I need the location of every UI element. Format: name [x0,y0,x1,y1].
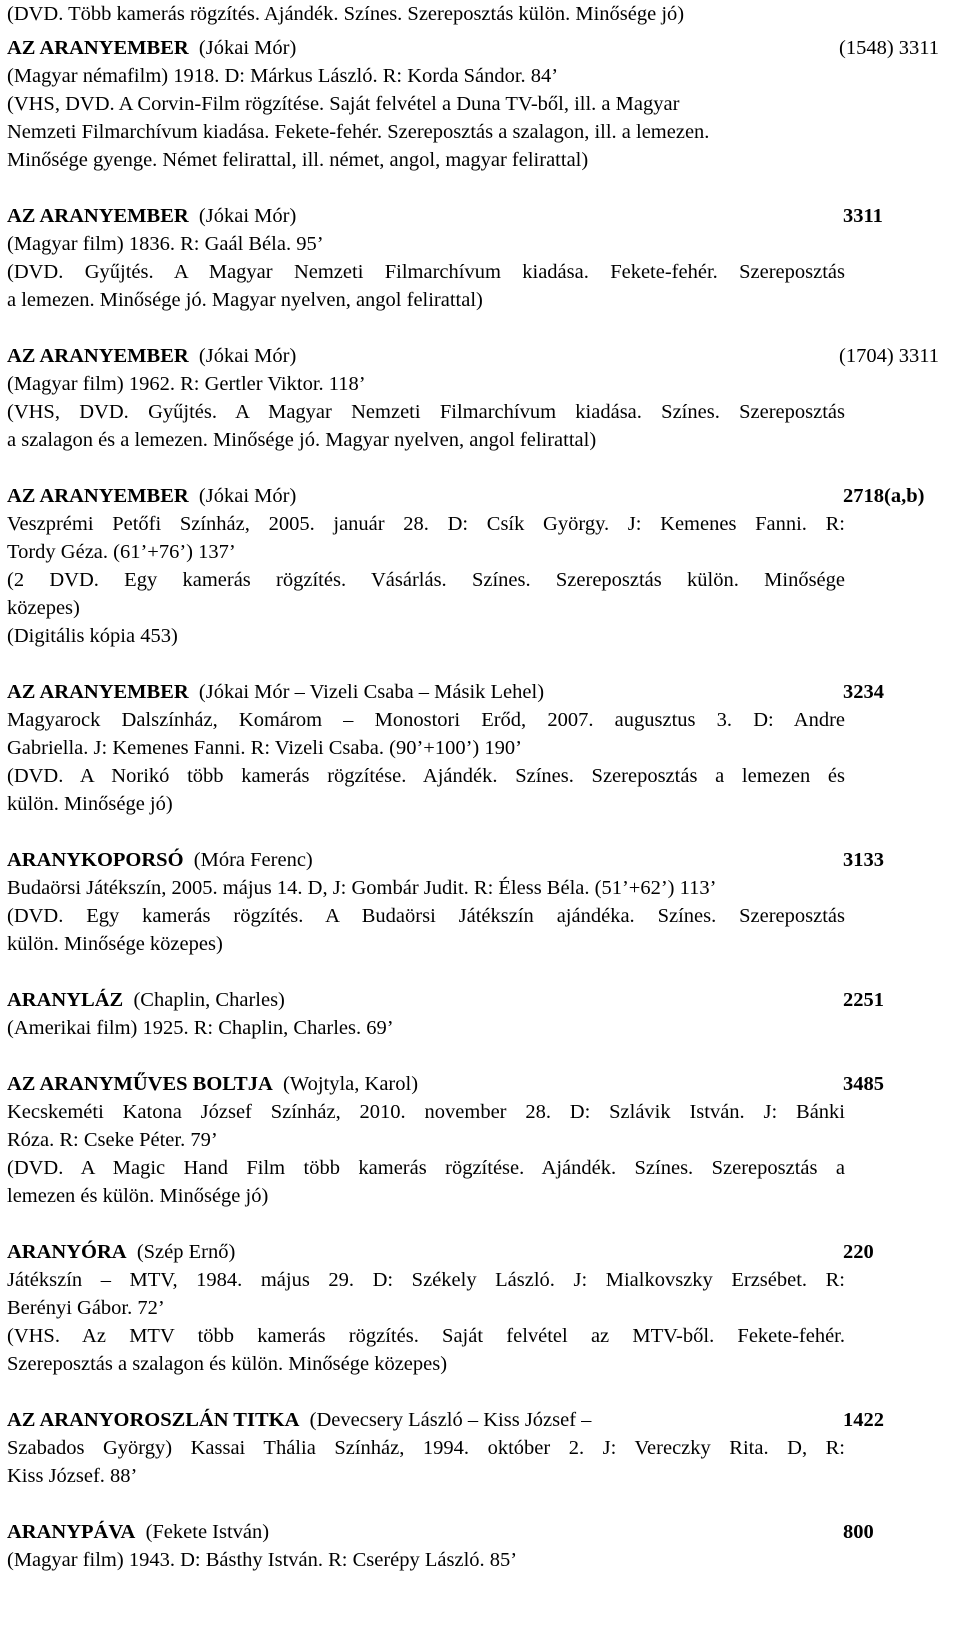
entry-heading [7,202,952,230]
entry-detail-text: (Amerikai film) 1925. R: Chaplin, Charles. 69’ [7,1017,394,1039]
entry-detail-text: (DVD. A Magic Hand Film több kamerás rögzítése. Ajándék. Színes. Szereposztás a [7,1157,845,1179]
catalog-entry [7,846,952,958]
entry-detail-line [7,286,952,314]
entry-author: (Wojtyla, Karol) [283,1073,419,1095]
entry-heading [7,1518,952,1546]
entry-catalog-number: 3133 [843,849,884,871]
catalog-entry [7,1238,952,1378]
entry-detail-text: a lemezen. Minősége jó. Magyar nyelven, angol felirattal) [7,289,483,311]
entry-author: (Jókai Mór) [198,345,297,367]
entry-catalog-number: 1422 [843,1409,884,1431]
entry-author: (Szép Ernő) [136,1241,236,1263]
entry-detail-line [7,566,952,594]
entry-heading [7,1238,952,1266]
entry-catalog-number: (1704) 3311 [839,345,940,367]
entry-author: (Jókai Mór – Vizeli Csaba – Másik Lehel) [198,681,545,703]
catalog-entry [7,342,952,454]
entry-catalog-number: 2251 [843,989,884,1011]
entry-title: ARANYPÁVA [7,1521,136,1543]
entry-heading [7,1406,952,1434]
entry-detail-text: (DVD. A Norikó több kamerás rögzítése. Ajándék. Színes. Szereposztás a lemezen és [7,765,845,787]
entry-author: (Chaplin, Charles) [133,989,285,1011]
entry-detail-line [7,398,952,426]
entry-detail-line [7,370,952,398]
entry-title: AZ ARANYEMBER [7,485,189,507]
entry-detail-text: a szalagon és a lemezen. Minősége jó. Magyar nyelven, angol felirattal) [7,429,597,451]
entry-catalog-number: (1548) 3311 [839,37,940,59]
entry-detail-line [7,62,952,90]
entry-detail-line [7,790,952,818]
catalog-entry [7,986,952,1042]
entry-detail-text: Szereposztás a szalagon és külön. Minősége közepes) [7,1353,448,1375]
entry-detail-line [7,230,952,258]
entry-catalog-number: 3234 [843,681,884,703]
entry-detail-line [7,594,952,622]
entry-detail-text: Minősége gyenge. Német felirattal, ill. német, angol, magyar felirattal) [7,149,589,171]
entry-catalog-number: 3311 [843,205,883,227]
entry-list [7,34,952,1574]
entry-heading [7,986,952,1014]
entry-detail-line [7,90,952,118]
entry-detail-line [7,1462,952,1490]
entry-detail-text: (VHS. Az MTV több kamerás rögzítés. Saját felvétel az MTV-ből. Fekete-fehér. [7,1325,845,1347]
entry-detail-text: (Magyar film) 1962. R: Gertler Viktor. 118’ [7,373,366,395]
entry-detail-line [7,1154,952,1182]
entry-detail-line [7,538,952,566]
entry-title: AZ ARANYEMBER [7,37,189,59]
entry-detail-line [7,1266,952,1294]
catalog-entry [7,482,952,650]
entry-detail-text: (Digitális kópia 453) [7,625,178,647]
entry-detail-text: Kiss József. 88’ [7,1465,138,1487]
entry-title: AZ ARANYEMBER [7,345,189,367]
entry-detail-text: Magyarock Dalszínház, Komárom – Monostori Erőd, 2007. augusztus 3. D: Andre [7,709,845,731]
entry-detail-line [7,874,952,902]
entry-detail-line [7,426,952,454]
entry-detail-line [7,1350,952,1378]
entry-detail-text: (VHS, DVD. A Corvin-Film rögzítése. Saját felvétel a Duna TV-ből, ill. a Magyar [7,93,680,115]
entry-heading [7,1070,952,1098]
catalog-entry [7,1070,952,1210]
entry-catalog-number: 3485 [843,1073,884,1095]
entry-heading [7,678,952,706]
entry-title: AZ ARANYEMBER [7,205,189,227]
entry-detail-text: (Magyar film) 1943. D: Básthy István. R: Cserépy László. 85’ [7,1549,518,1571]
catalog-entry [7,34,952,174]
entry-title: AZ ARANYMŰVES BOLTJA [7,1073,273,1095]
catalog-entry [7,202,952,314]
entry-catalog-number: 800 [843,1521,874,1543]
catalog-entry [7,678,952,818]
entry-detail-line [7,1434,952,1462]
entry-detail-line [7,1294,952,1322]
entry-detail-text: közepes) [7,597,80,619]
intro-line [7,0,952,28]
entry-detail-text: Róza. R: Cseke Péter. 79’ [7,1129,218,1151]
entry-heading [7,846,952,874]
entry-detail-line [7,930,952,958]
entry-detail-text: (DVD. Gyűjtés. A Magyar Nemzeti Filmarchívum kiadása. Fekete-fehér. Szereposztás [7,261,845,283]
catalog-page [7,0,952,1574]
entry-detail-line [7,1182,952,1210]
entry-heading [7,34,952,62]
entry-detail-text: külön. Minősége jó) [7,793,173,815]
entry-detail-text: Gabriella. J: Kemenes Fanni. R: Vizeli Csaba. (90’+100’) 190’ [7,737,522,759]
entry-detail-text: külön. Minősége közepes) [7,933,223,955]
entry-author: (Jókai Mór) [198,485,297,507]
entry-author: (Móra Ferenc) [193,849,313,871]
entry-detail-text: lemezen és külön. Minősége jó) [7,1185,269,1207]
entry-author: (Jókai Mór) [198,205,297,227]
intro-text: (DVD. Több kamerás rögzítés. Ajándék. Színes. Szereposztás külön. Minősége jó) [7,3,685,25]
entry-title: AZ ARANYEMBER [7,681,189,703]
entry-title: ARANYÓRA [7,1241,127,1263]
entry-title: AZ ARANYOROSZLÁN TITKA [7,1409,300,1431]
entry-detail-text: Veszprémi Petőfi Színház, 2005. január 28. D: Csík György. J: Kemenes Fanni. R: [7,513,845,535]
entry-detail-text: (2 DVD. Egy kamerás rögzítés. Vásárlás. Színes. Szereposztás külön. Minősége [7,569,845,591]
entry-detail-line [7,118,952,146]
entry-detail-line [7,1126,952,1154]
entry-detail-text: Tordy Géza. (61’+76’) 137’ [7,541,236,563]
entry-detail-line [7,1098,952,1126]
entry-detail-text: (DVD. Egy kamerás rögzítés. A Budaörsi Játékszín ajándéka. Színes. Szereposztás [7,905,845,927]
entry-detail-line [7,146,952,174]
entry-detail-text: Kecskeméti Katona József Színház, 2010. november 28. D: Szlávik István. J: Bánki [7,1101,845,1123]
entry-detail-text: (VHS, DVD. Gyűjtés. A Magyar Nemzeti Filmarchívum kiadása. Színes. Szereposztás [7,401,845,423]
entry-catalog-number: 2718(a,b) [843,485,925,507]
entry-detail-line [7,622,952,650]
entry-detail-text: Szabados György) Kassai Thália Színház, 1994. október 2. J: Vereczky Rita. D, R: [7,1437,845,1459]
entry-detail-text: Budaörsi Játékszín, 2005. május 14. D, J: Gombár Judit. R: Éless Béla. (51’+62’) 113’ [7,877,717,899]
entry-author: (Fekete István) [145,1521,270,1543]
entry-detail-line [7,1322,952,1350]
entry-catalog-number: 220 [843,1241,874,1263]
entry-title: ARANYKOPORSÓ [7,849,184,871]
entry-detail-line [7,258,952,286]
catalog-entry [7,1406,952,1490]
entry-detail-line [7,734,952,762]
entry-detail-text: (Magyar film) 1836. R: Gaál Béla. 95’ [7,233,324,255]
entry-detail-line [7,510,952,538]
entry-detail-line [7,1014,952,1042]
entry-author: (Devecsery László – Kiss József – [309,1409,592,1431]
entry-detail-text: (Magyar némafilm) 1918. D: Márkus László. R: Korda Sándor. 84’ [7,65,559,87]
entry-detail-line [7,902,952,930]
entry-detail-line [7,706,952,734]
entry-detail-text: Berényi Gábor. 72’ [7,1297,165,1319]
entry-title: ARANYLÁZ [7,989,124,1011]
entry-detail-text: Nemzeti Filmarchívum kiadása. Fekete-fehér. Szereposztás a szalagon, ill. a lemezen. [7,121,710,143]
entry-heading [7,342,952,370]
entry-detail-text: Játékszín – MTV, 1984. május 29. D: Székely László. J: Mialkovszky Erzsébet. R: [7,1269,845,1291]
entry-detail-line [7,1546,952,1574]
entry-author: (Jókai Mór) [198,37,297,59]
entry-detail-line [7,762,952,790]
entry-heading [7,482,952,510]
catalog-entry [7,1518,952,1574]
